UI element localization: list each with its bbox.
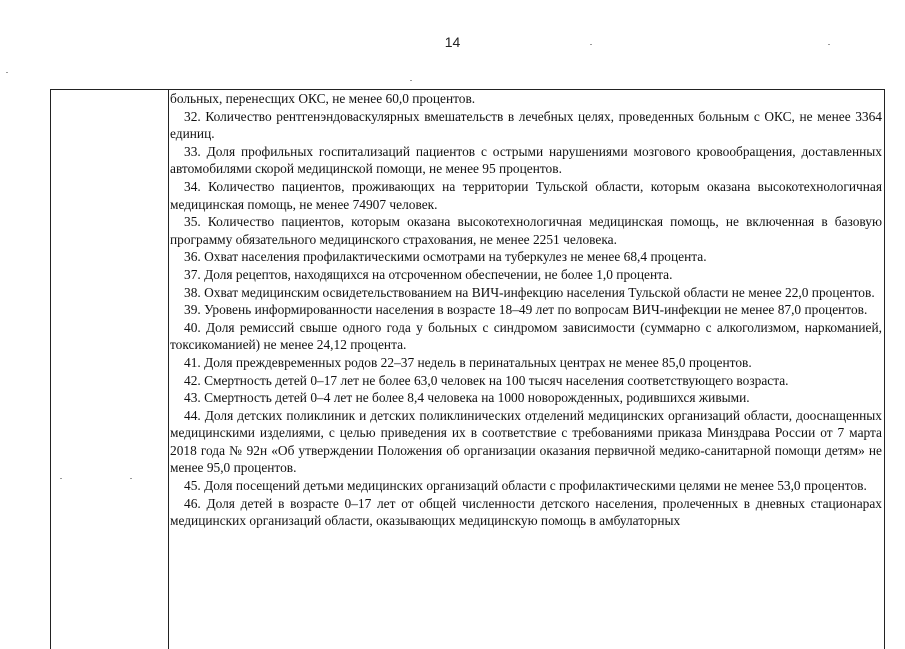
list-item-37: 37. Доля рецептов, находящихся на отсроченном обеспечении, не более 1,0 процента. (184, 266, 673, 282)
list-item-39: 39. Уровень информированности населения в возрасте 18–49 лет по вопросам ВИЧ-инфекции не менее 87,0 процентов. (184, 302, 868, 318)
table-text-cell (170, 90, 882, 530)
list-item-44: 44. Доля детских поликлиник и детских поликлинических отделений медицинских организаций области, дооснащенных медицинскими изделиями, с целью приведения их в соответствие с требованиями приказа Минздрава России от 7 марта 2018 года № 92н «Об утверждении Положения об организации оказания первичной медико-санитарной помощи детям» не менее 95,0 процентов. (170, 407, 882, 476)
column-divider (168, 89, 169, 649)
scan-speck (60, 478, 62, 479)
list-item-41: 41. Доля преждевременных родов 22–37 недель в перинатальных центрах не менее 85,0 процентов. (184, 354, 752, 370)
list-item-38: 38. Охват медицинским освидетельствованием на ВИЧ-инфекцию населения Тульской области не менее 22,0 процентов. (184, 284, 875, 300)
continuation-line: больных, перенесщих ОКС, не менее 60,0 процентов. (170, 91, 476, 106)
scan-speck (130, 478, 132, 479)
scan-speck (590, 44, 592, 45)
list-item-40: 40. Доля ремиссий свыше одного года у больных с синдромом зависимости (суммарно с алкоголизмом, наркоманией, токсикоманией) не менее 24,12 процента. (170, 319, 882, 353)
list-item-43: 43. Смертность детей 0–4 лет не более 8,4 человека на 1000 новорожденных, родившихся живыми. (184, 390, 750, 406)
scan-speck (828, 44, 830, 45)
page-number: 14 (444, 34, 461, 50)
list-item-35: 35. Количество пациентов, которым оказана высокотехнологичная медицинская помощь, не включенная в базовую программу обязательного медицинского страхования, не менее 2251 человека. (170, 214, 882, 247)
scan-speck (410, 80, 412, 81)
list-item-33: 33. Доля профильных госпитализаций пациентов с острыми нарушениями мозгового кровообращения, доставленных автомобилями скорой медицинской помощи, не менее 95 процентов. (170, 143, 882, 177)
list-item-36: 36. Охват населения профилактическими осмотрами на туберкулез не менее 68,4 процента. (184, 249, 707, 265)
list-item-46: 46. Доля детей в возрасте 0–17 лет от общей численности детского населения, пролеченных в дневных стационарах медицинских организаций области, оказывающих медицинскую помощь в амбулаторных (170, 495, 882, 529)
list-item-34: 34. Количество пациентов, проживающих на территории Тульской области, которым оказана высокотехнологичная медицинская помощь, не менее 74907 человек. (170, 178, 882, 212)
list-item-45: 45. Доля посещений детьми медицинских организаций области с профилактическими целями не менее 53,0 процентов. (184, 478, 867, 494)
list-item-42: 42. Смертность детей 0–17 лет не более 63,0 человек на 100 тысяч населения соответствующего возраста. (184, 372, 789, 388)
list-item-32: 32. Количество рентгенэндоваскулярных вмешательств в лечебных целях, проведенных больным с ОКС, не менее 3364 единиц. (170, 108, 882, 142)
scan-speck (6, 72, 8, 73)
